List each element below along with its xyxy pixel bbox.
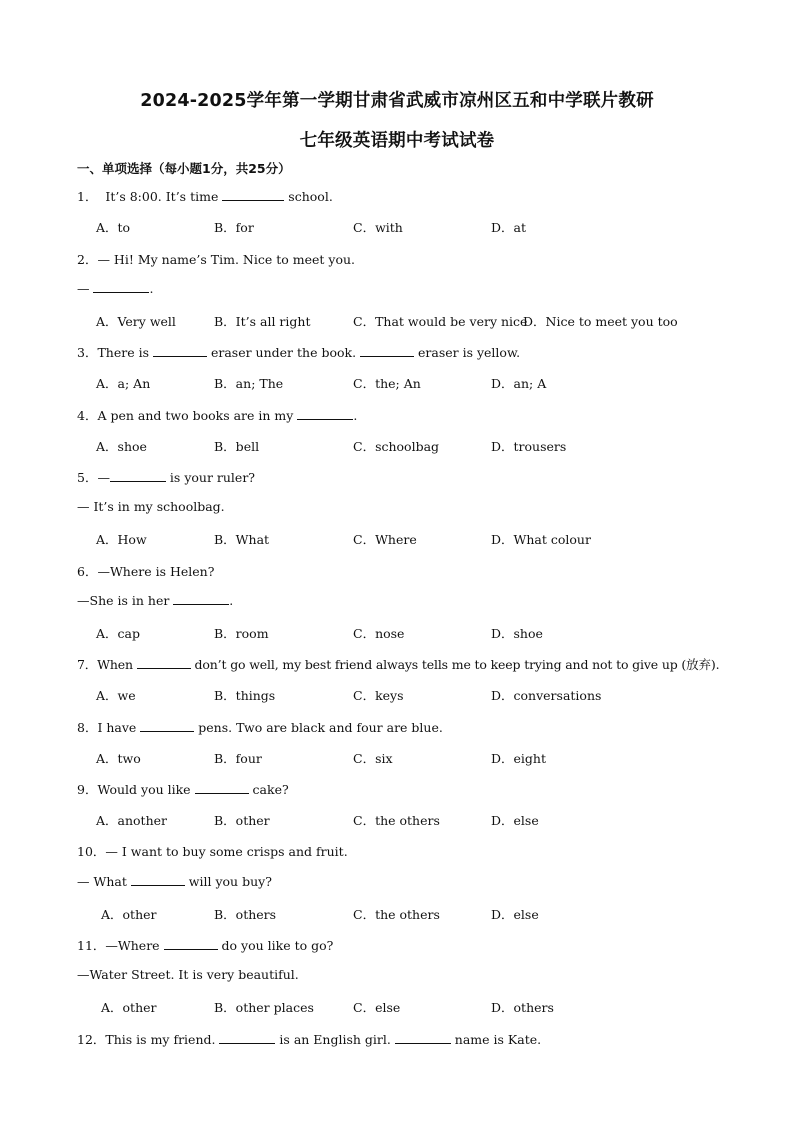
option-c[interactable]: C．the others [353, 813, 440, 828]
question-number: 5． [77, 470, 98, 485]
option-a[interactable]: A．shoe [96, 439, 147, 454]
question-11: 11．—Where do you like to go? [77, 938, 334, 953]
question-number: 12． [77, 1032, 106, 1047]
option-b[interactable]: B．It’s all right [214, 314, 311, 329]
question-6-reply: —She is in her . [77, 593, 234, 608]
option-a[interactable]: A．to [96, 220, 131, 235]
answer-blank [395, 1032, 451, 1044]
answer-blank [297, 408, 353, 420]
option-c[interactable]: C．That would be very nice [353, 314, 528, 329]
question-10-reply: — What will you buy? [77, 874, 272, 889]
option-c[interactable]: C．schoolbag [353, 439, 440, 454]
answer-blank [360, 345, 414, 357]
option-b[interactable]: B．other [214, 813, 270, 828]
question-number: 3． [77, 345, 98, 360]
options-8 [0, 749, 794, 767]
section-heading: 一、单项选择（每小题1分，共25分） [77, 161, 291, 176]
option-a[interactable]: A．Very well [96, 314, 176, 329]
option-d[interactable]: D．conversations [491, 688, 602, 703]
options-4 [0, 437, 794, 455]
question-number: 2． [77, 252, 98, 267]
exam-subtitle: 七年级英语期中考试试卷 [299, 131, 495, 151]
option-d[interactable]: D．an; A [491, 376, 547, 391]
question-1 [77, 187, 333, 205]
options-6 [0, 624, 794, 642]
question-4: 4．A pen and two books are in my . [77, 408, 358, 423]
option-b[interactable]: B．bell [214, 439, 260, 454]
option-b[interactable]: B．things [214, 688, 276, 703]
answer-blank [173, 593, 229, 605]
option-c[interactable]: C．keys [353, 688, 404, 703]
options-3 [0, 374, 794, 392]
answer-blank [195, 782, 249, 794]
question-8: 8．I have pens. Two are black and four are blue. [77, 720, 443, 735]
question-text: school. [284, 189, 333, 204]
option-b[interactable]: B．What [214, 532, 270, 547]
answer-blank [93, 281, 149, 293]
option-c[interactable]: C．nose [353, 626, 405, 641]
answer-blank [222, 189, 284, 201]
question-2-reply: — . [77, 281, 154, 296]
question-6: 6．—Where is Helen? [77, 564, 215, 579]
answer-blank [219, 1032, 275, 1044]
question-5-reply: — It’s in my schoolbag. [77, 499, 225, 514]
question-10: 10．— I want to buy some crisps and fruit. [77, 844, 348, 859]
option-d[interactable]: D．shoe [491, 626, 543, 641]
option-a[interactable]: A．two [96, 751, 141, 766]
option-b[interactable]: B．other places [214, 1000, 314, 1015]
question-number: 7． [77, 657, 98, 672]
option-c[interactable]: C．the; An [353, 376, 421, 391]
answer-blank [164, 938, 218, 950]
option-d[interactable]: D．else [491, 813, 539, 828]
options-10 [0, 905, 794, 923]
question-2 [77, 250, 355, 268]
option-c[interactable]: C．Where [353, 532, 417, 547]
option-b[interactable]: B．room [214, 626, 269, 641]
option-a[interactable]: A．cap [96, 626, 140, 641]
question-number: 9． [77, 782, 98, 797]
option-d[interactable]: D．else [491, 907, 539, 922]
option-b[interactable]: B．others [214, 907, 277, 922]
option-a[interactable]: A．another [96, 813, 168, 828]
option-a[interactable]: A．other [101, 1000, 157, 1015]
options-11 [0, 998, 794, 1016]
option-d[interactable]: D．trousers [491, 439, 567, 454]
question-text: It’s 8:00. It’s time [105, 189, 223, 204]
question-number: 10． [77, 844, 106, 859]
option-d[interactable]: D．What colour [491, 532, 591, 547]
option-c[interactable]: C．six [353, 751, 393, 766]
question-12: 12．This is my friend. is an English girl. name is Kate. [77, 1032, 542, 1047]
answer-blank [137, 657, 191, 669]
option-d[interactable]: D．others [491, 1000, 554, 1015]
answer-blank [153, 345, 207, 357]
question-5: 5．— is your ruler? [77, 470, 255, 485]
question-9: 9．Would you like cake? [77, 782, 289, 797]
answer-blank [131, 874, 185, 886]
question-number: 4． [77, 408, 98, 423]
option-c[interactable]: C．else [353, 1000, 401, 1015]
options-7 [0, 686, 794, 704]
question-number: 1． [77, 189, 98, 204]
question-text: — Hi! My name’s Tim. Nice to meet you. [97, 252, 355, 267]
option-d[interactable]: D．Nice to meet you too [523, 314, 678, 329]
option-c[interactable]: C．with [353, 220, 403, 235]
option-b[interactable]: B．four [214, 751, 262, 766]
option-a[interactable]: A．How [96, 532, 147, 547]
exam-title: 2024-2025学年第一学期甘肃省武威市凉州区五和中学联片教研 [140, 91, 654, 111]
option-c[interactable]: C．the others [353, 907, 440, 922]
question-number: 8． [77, 720, 98, 735]
option-d[interactable]: D．eight [491, 751, 546, 766]
options-2 [0, 312, 794, 330]
option-b[interactable]: B．an; The [214, 376, 284, 391]
option-a[interactable]: A．other [101, 907, 157, 922]
question-number: 11． [77, 938, 106, 953]
question-3: 3．There is eraser under the book. eraser is yellow. [77, 345, 521, 360]
question-7: 7．When don’t go well, my best friend always tells me to keep trying and not to give up (放弃). [77, 657, 720, 672]
options-5 [0, 530, 794, 548]
answer-blank [140, 720, 194, 732]
option-d[interactable]: D．at [491, 220, 526, 235]
option-a[interactable]: A．we [96, 688, 136, 703]
options-9 [0, 811, 794, 829]
question-number: 6． [77, 564, 98, 579]
question-11-reply: —Water Street. It is very beautiful. [77, 967, 299, 982]
option-a[interactable]: A．a; An [96, 376, 151, 391]
answer-blank [110, 470, 166, 482]
options-1 [0, 218, 794, 236]
option-b[interactable]: B．for [214, 220, 254, 235]
